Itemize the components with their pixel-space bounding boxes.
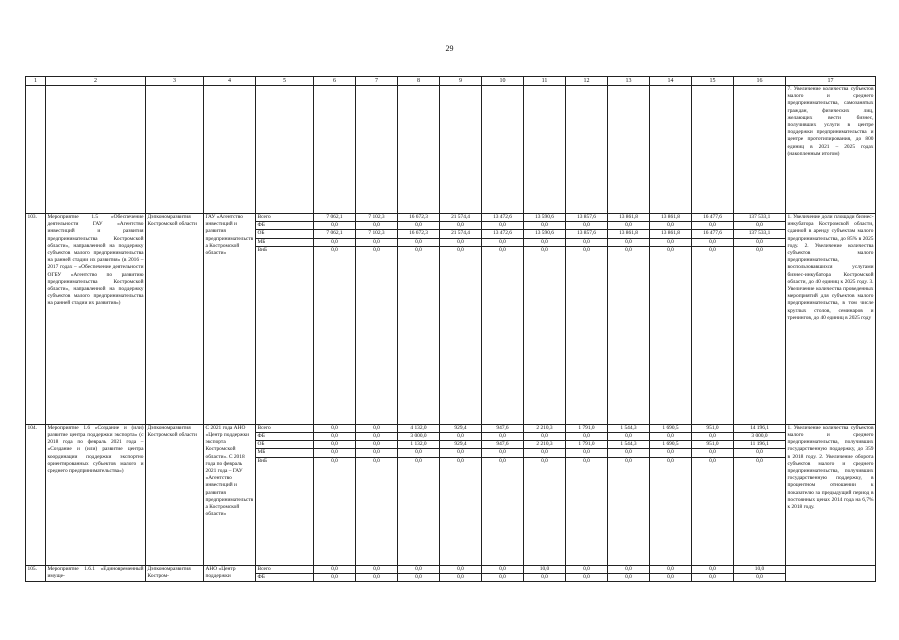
value-cell: 16 672,3 — [398, 230, 440, 238]
value-cell: 0,0 — [608, 573, 650, 581]
value-cell: 1 690,5 — [650, 424, 692, 432]
value-cell: 16 672,3 — [398, 214, 440, 222]
row-number: 104. — [26, 424, 46, 565]
value-cell: 10,0 — [734, 565, 786, 573]
value-cell: 1 544,3 — [608, 441, 650, 449]
value-cell: 0,0 — [440, 222, 482, 230]
value-cell: 0,0 — [734, 573, 786, 581]
value-cell: 1 791,0 — [566, 441, 608, 449]
value-cell: 0,0 — [692, 457, 734, 565]
value-cell: 0,0 — [356, 424, 398, 432]
value-cell: 0,0 — [398, 246, 440, 424]
value-cell: 0,0 — [482, 433, 524, 441]
value-cell: 0,0 — [566, 433, 608, 441]
funding-source: Всего — [256, 214, 314, 222]
funding-source: МБ — [256, 449, 314, 457]
value-cell: 7 102,3 — [356, 230, 398, 238]
value-cell: 0,0 — [314, 424, 356, 432]
value-cell: 0,0 — [482, 449, 524, 457]
value-cell: 1 544,3 — [608, 424, 650, 432]
col-header: 1 — [26, 77, 46, 86]
program-table — [25, 76, 876, 582]
value-cell: 13 472,6 — [482, 230, 524, 238]
value-cell: 1 132,0 — [398, 441, 440, 449]
col-header: 16 — [734, 77, 786, 86]
value-cell: 10,0 — [524, 565, 566, 573]
table-row — [26, 565, 876, 573]
value-cell: 13 472,6 — [482, 214, 524, 222]
value-cell: 0,0 — [440, 457, 482, 565]
value-cell: 0,0 — [524, 433, 566, 441]
value-cell: 0,0 — [734, 238, 786, 246]
value-cell: 2 210,3 — [524, 441, 566, 449]
value-cell: 0,0 — [650, 565, 692, 573]
value-cell: 0,0 — [398, 449, 440, 457]
value-cell: 21 574,4 — [440, 214, 482, 222]
col-header: 8 — [398, 77, 440, 86]
value-cell: 0,0 — [440, 565, 482, 573]
col-header: 12 — [566, 77, 608, 86]
value-cell: 947,6 — [482, 441, 524, 449]
col-header: 15 — [692, 77, 734, 86]
value-cell: 0,0 — [650, 433, 692, 441]
value-cell: 0,0 — [734, 449, 786, 457]
value-cell: 0,0 — [398, 222, 440, 230]
value-cell: 7 062,1 — [314, 230, 356, 238]
value-cell: 0,0 — [482, 222, 524, 230]
value-cell: 13 590,6 — [524, 214, 566, 222]
col-header: 13 — [608, 77, 650, 86]
value-cell: 0,0 — [524, 238, 566, 246]
value-cell: 1 791,0 — [566, 424, 608, 432]
value-cell: 0,0 — [650, 573, 692, 581]
event-name: Мероприятие 1.5 «Обеспечение деятельности ГАУ «Агентство инвестиций и развития предпринимательства Костромской области», направленной на поддержку субъектов малого предпринимательства на ранней стадии их развития» (в 2016 – 2017 годах – «Обеспечение деятельности ОГБУ «Агентство по развитию предпринимательства Костромской области», направленной на поддержку субъектов малого предпринимательства на ранней стадии их развития») — [46, 214, 146, 425]
value-cell: 0,0 — [692, 238, 734, 246]
value-cell: 0,0 — [524, 246, 566, 424]
value-cell: 0,0 — [398, 565, 440, 573]
value-cell: 0,0 — [356, 441, 398, 449]
value-cell: 0,0 — [314, 441, 356, 449]
value-cell: 13 857,6 — [566, 214, 608, 222]
value-cell: 0,0 — [566, 457, 608, 565]
value-cell: 0,0 — [356, 565, 398, 573]
value-cell: 0,0 — [692, 222, 734, 230]
value-cell: 3 000,0 — [734, 433, 786, 441]
value-cell: 0,0 — [524, 457, 566, 565]
event-name: Мероприятие 1.6.1 «Единовременный имуще- — [46, 565, 146, 581]
value-cell: 929,4 — [440, 424, 482, 432]
value-cell: 0,0 — [314, 433, 356, 441]
value-cell: 0,0 — [734, 246, 786, 424]
value-cell: 0,0 — [314, 565, 356, 573]
value-cell: 0,0 — [482, 246, 524, 424]
value-cell: 0,0 — [440, 238, 482, 246]
value-cell: 0,0 — [398, 573, 440, 581]
funding-source: ФБ — [256, 222, 314, 230]
col-header: 6 — [314, 77, 356, 86]
value-cell: 0,0 — [608, 449, 650, 457]
col-header: 7 — [356, 77, 398, 86]
funding-source: ВнБ — [256, 457, 314, 565]
responsible: Дэпкономразвития Костромской области — [146, 214, 204, 425]
value-cell: 0,0 — [314, 246, 356, 424]
value-cell: 0,0 — [650, 238, 692, 246]
value-cell: 7 062,1 — [314, 214, 356, 222]
value-cell: 0,0 — [482, 573, 524, 581]
value-cell: 0,0 — [608, 457, 650, 565]
row-number: 105. — [26, 565, 46, 581]
value-cell: 0,0 — [566, 449, 608, 457]
value-cell: 16 477,6 — [692, 230, 734, 238]
expected-result: 1. Увеличение доли площади бизнес-инкубатора Костромской области, сданной в аренду субъектам малого предпринимательства, до 85% в 2025 году. 2. Увеличение количества субъектов малого предпринимательства, воспользовавшихся услугами бизнес-инкубатора Костромской области, до 40 единиц к 2025 году. 3. Увеличение количества проведенных мероприятий для субъектов малого предпринимательства, в том числе круглых столов, семинаров и тренингов, до 40 единиц в 2025 году — [786, 214, 876, 425]
value-cell: 0,0 — [692, 565, 734, 573]
value-cell: 0,0 — [356, 457, 398, 565]
value-cell: 0,0 — [524, 573, 566, 581]
value-cell: 0,0 — [356, 238, 398, 246]
value-cell: 0,0 — [692, 449, 734, 457]
funding-source: Всего — [256, 565, 314, 573]
value-cell: 0,0 — [314, 573, 356, 581]
col-header: 14 — [650, 77, 692, 86]
value-cell: 0,0 — [314, 457, 356, 565]
value-cell: 0,0 — [566, 573, 608, 581]
value-cell: 0,0 — [734, 457, 786, 565]
value-cell: 0,0 — [356, 222, 398, 230]
value-cell: 947,6 — [482, 424, 524, 432]
value-cell: 4 132,0 — [398, 424, 440, 432]
value-cell: 951,0 — [692, 441, 734, 449]
value-cell: 0,0 — [692, 246, 734, 424]
value-cell: 0,0 — [566, 222, 608, 230]
value-cell: 13 590,6 — [524, 230, 566, 238]
funding-source: ОБ — [256, 230, 314, 238]
value-cell: 0,0 — [314, 222, 356, 230]
value-cell: 3 000,0 — [398, 433, 440, 441]
table-row — [26, 214, 876, 222]
funding-source: ВнБ — [256, 246, 314, 424]
value-cell: 0,0 — [734, 222, 786, 230]
table-row — [26, 424, 876, 432]
value-cell: 0,0 — [650, 222, 692, 230]
expected-result: 7. Увеличение количества субъектов малого и среднего предпринимательства, самозанятых граждан, физических лиц, желающих вести бизнес, получивших услуги в центре поддержки предпринимательства и центре прототипирования, до 800 единиц в 2021 – 2025 годах (накопленным итогом) — [786, 86, 876, 214]
row-number: 103. — [26, 214, 46, 425]
value-cell: 137 533,1 — [734, 230, 786, 238]
page-number: 29 — [445, 44, 454, 53]
value-cell: 13 861,8 — [650, 214, 692, 222]
value-cell: 0,0 — [482, 565, 524, 573]
value-cell: 0,0 — [650, 457, 692, 565]
value-cell: 929,4 — [440, 441, 482, 449]
col-header: 3 — [146, 77, 204, 86]
value-cell: 21 574,4 — [440, 230, 482, 238]
value-cell: 0,0 — [356, 573, 398, 581]
value-cell: 1 690,5 — [650, 441, 692, 449]
value-cell: 0,0 — [650, 449, 692, 457]
value-cell: 0,0 — [524, 449, 566, 457]
value-cell: 0,0 — [482, 457, 524, 565]
header-row — [26, 77, 876, 86]
event-name: Мероприятие 1.6 «Создание и (или) развитие центра поддержки экспорта» (с 2018 года по февраль 2021 года – «Создание и (или) развитие центра координации поддержки экспортно ориентированных субъектов малого и среднего предпринимательства») — [46, 424, 146, 565]
responsible: Дэпкономразвития Костром- — [146, 565, 204, 581]
executor: С 2021 года АНО «Центр поддержки экспорта Костромской области». С 2018 года по февраль 2021 года – ГАУ «Агентство инвестиций и развития предпринимательства Костромской области» — [204, 424, 256, 565]
value-cell: 0,0 — [608, 433, 650, 441]
responsible: Дэпкономразвития Костромской области — [146, 424, 204, 565]
col-header: 2 — [46, 77, 146, 86]
value-cell: 0,0 — [608, 222, 650, 230]
value-cell: 0,0 — [356, 246, 398, 424]
value-cell: 0,0 — [566, 565, 608, 573]
value-cell: 0,0 — [356, 433, 398, 441]
value-cell: 0,0 — [440, 449, 482, 457]
col-header: 9 — [440, 77, 482, 86]
value-cell: 0,0 — [566, 246, 608, 424]
executor: ГАУ «Агентство инвестиций и развития предпринимательства Костромской области» — [204, 214, 256, 425]
value-cell: 0,0 — [440, 433, 482, 441]
value-cell: 13 861,8 — [650, 230, 692, 238]
value-cell: 16 477,6 — [692, 214, 734, 222]
value-cell: 0,0 — [482, 238, 524, 246]
value-cell: 7 102,3 — [356, 214, 398, 222]
col-header: 4 — [204, 77, 256, 86]
executor: АНО «Центр поддержки — [204, 565, 256, 581]
value-cell: 0,0 — [440, 246, 482, 424]
value-cell: 0,0 — [692, 573, 734, 581]
value-cell: 0,0 — [608, 246, 650, 424]
value-cell: 0,0 — [650, 246, 692, 424]
value-cell: 0,0 — [356, 449, 398, 457]
value-cell: 0,0 — [608, 238, 650, 246]
value-cell: 0,0 — [524, 222, 566, 230]
value-cell: 13 861,8 — [608, 214, 650, 222]
col-header: 17 — [786, 77, 876, 86]
value-cell: 951,0 — [692, 424, 734, 432]
col-header: 10 — [482, 77, 524, 86]
value-cell: 0,0 — [314, 238, 356, 246]
value-cell: 137 533,1 — [734, 214, 786, 222]
value-cell: 11 196,1 — [734, 441, 786, 449]
value-cell: 0,0 — [608, 565, 650, 573]
funding-source: ОБ — [256, 441, 314, 449]
col-header: 5 — [256, 77, 314, 86]
col-header: 11 — [524, 77, 566, 86]
value-cell: 0,0 — [566, 238, 608, 246]
continuation-row — [26, 86, 876, 214]
value-cell: 0,0 — [440, 573, 482, 581]
value-cell: 0,0 — [692, 433, 734, 441]
value-cell: 13 857,6 — [566, 230, 608, 238]
value-cell: 13 861,8 — [608, 230, 650, 238]
value-cell: 0,0 — [314, 449, 356, 457]
value-cell: 2 210,3 — [524, 424, 566, 432]
value-cell: 0,0 — [398, 238, 440, 246]
funding-source: Всего — [256, 424, 314, 432]
value-cell: 0,0 — [398, 457, 440, 565]
funding-source: ФБ — [256, 433, 314, 441]
funding-source: МБ — [256, 238, 314, 246]
value-cell: 14 196,1 — [734, 424, 786, 432]
expected-result: 1. Увеличение количества субъектов малого и среднего предпринимательства, получивших государственную поддержку, до 359 в 2018 году. 2. Увеличение оборота субъектов малого и среднего предпринимательства, получивших государственную поддержку, в процентном отношении к показателю за предыдущий период в постоянных ценах 2014 года на 6,7% к 2018 году. — [786, 424, 876, 565]
funding-source: ФБ — [256, 573, 314, 581]
